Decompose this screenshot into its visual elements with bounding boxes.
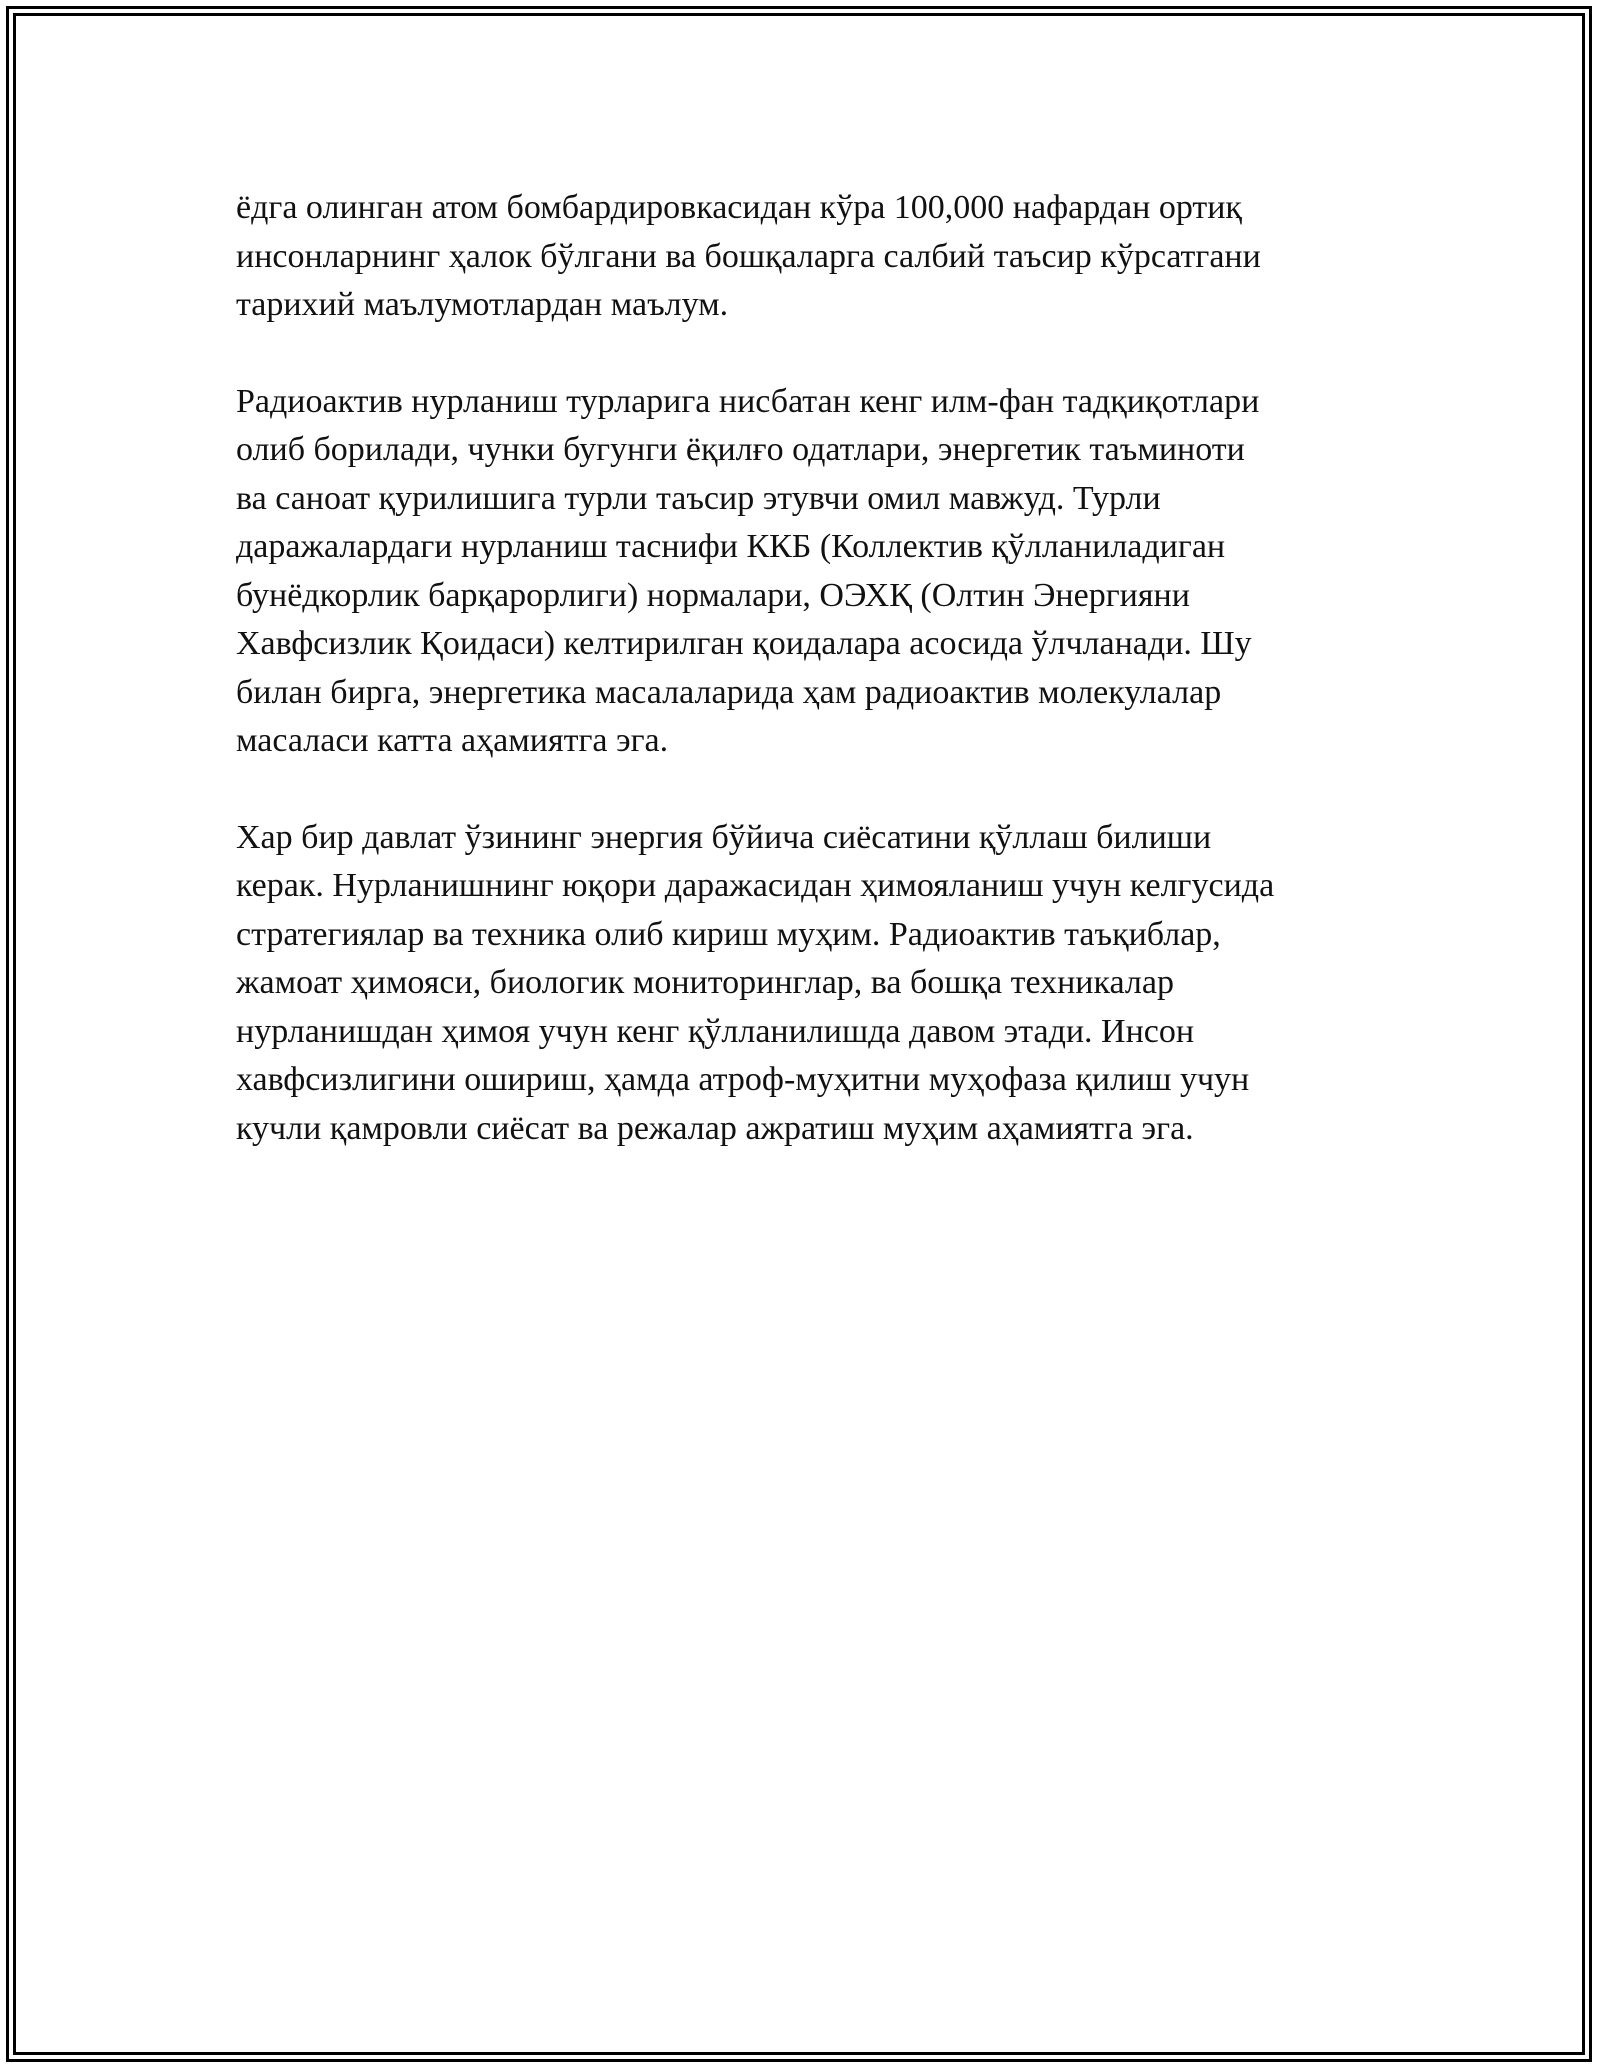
text-line: керак. Нурланишнинг юқори даражасидан ҳимояланиш учун келгусида <box>236 867 1275 904</box>
text-line: Хар бир давлат ўзининг энергия бўйича сиёсатини қўллаш билиши <box>236 818 1212 856</box>
text-line: билан бирга, энергетика масалаларида ҳам радиоактив молекулалар <box>236 673 1222 711</box>
text-line: Хавфсизлик Қоидаси) келтирилган қоидалара асосида ўлчланади. Шу <box>236 625 1252 662</box>
text-line: нурланишдан ҳимоя учун кенг қўлланилишда давом этади. Инсон <box>236 1012 1195 1050</box>
text-line: ёдга олинган атом бомбардировкасидан кўра 100,000 нафардан ортиқ <box>236 189 1242 226</box>
text-line: стратегиялар ва техника олиб кириш муҳим. Радиоактив таъқиблар, <box>236 915 1221 953</box>
text-line: кучли қамровли сиёсат ва режалар ажратиш муҳим аҳамиятга эга. <box>236 1109 1194 1147</box>
text-line: Радиоактив нурланиш турларига нисбатан кенг илм-фан тадқиқотлари <box>236 382 1260 420</box>
text-line: хавфсизлигини ошириш, ҳамда атроф-муҳитни муҳофаза қилиш учун <box>236 1061 1250 1098</box>
document-body <box>236 184 1366 1201</box>
text-line: инсонларнинг ҳалок бўлгани ва бошқаларга салбий таъсир кўрсатгани <box>236 237 1261 275</box>
text-line: жамоат ҳимояси, биологик мониторинглар, ва бошқа техникалар <box>236 964 1174 1001</box>
text-line: масаласи катта аҳамиятга эга. <box>236 722 669 759</box>
text-line: тарихий маълумотлардан маълум. <box>236 286 729 323</box>
text-line: даражалардаги нурланиш таснифи ККБ (Коллектив қўлланиладиган <box>236 528 1226 565</box>
paragraph-1 <box>236 184 1366 330</box>
text-line: бунёдкорлик барқарорлиги) нормалари, ОЭХҚ (Олтин Энергияни <box>236 576 1190 614</box>
text-line: олиб борилади, чунки бугунги ёқилғо одатлари, энергетик таъминоти <box>236 431 1245 468</box>
text-line: ва саноат қурилишига турли таъсир этувчи омил мавжуд. Турли <box>236 479 1161 517</box>
paragraph-3 <box>236 814 1366 1154</box>
paragraph-2 <box>236 378 1366 766</box>
